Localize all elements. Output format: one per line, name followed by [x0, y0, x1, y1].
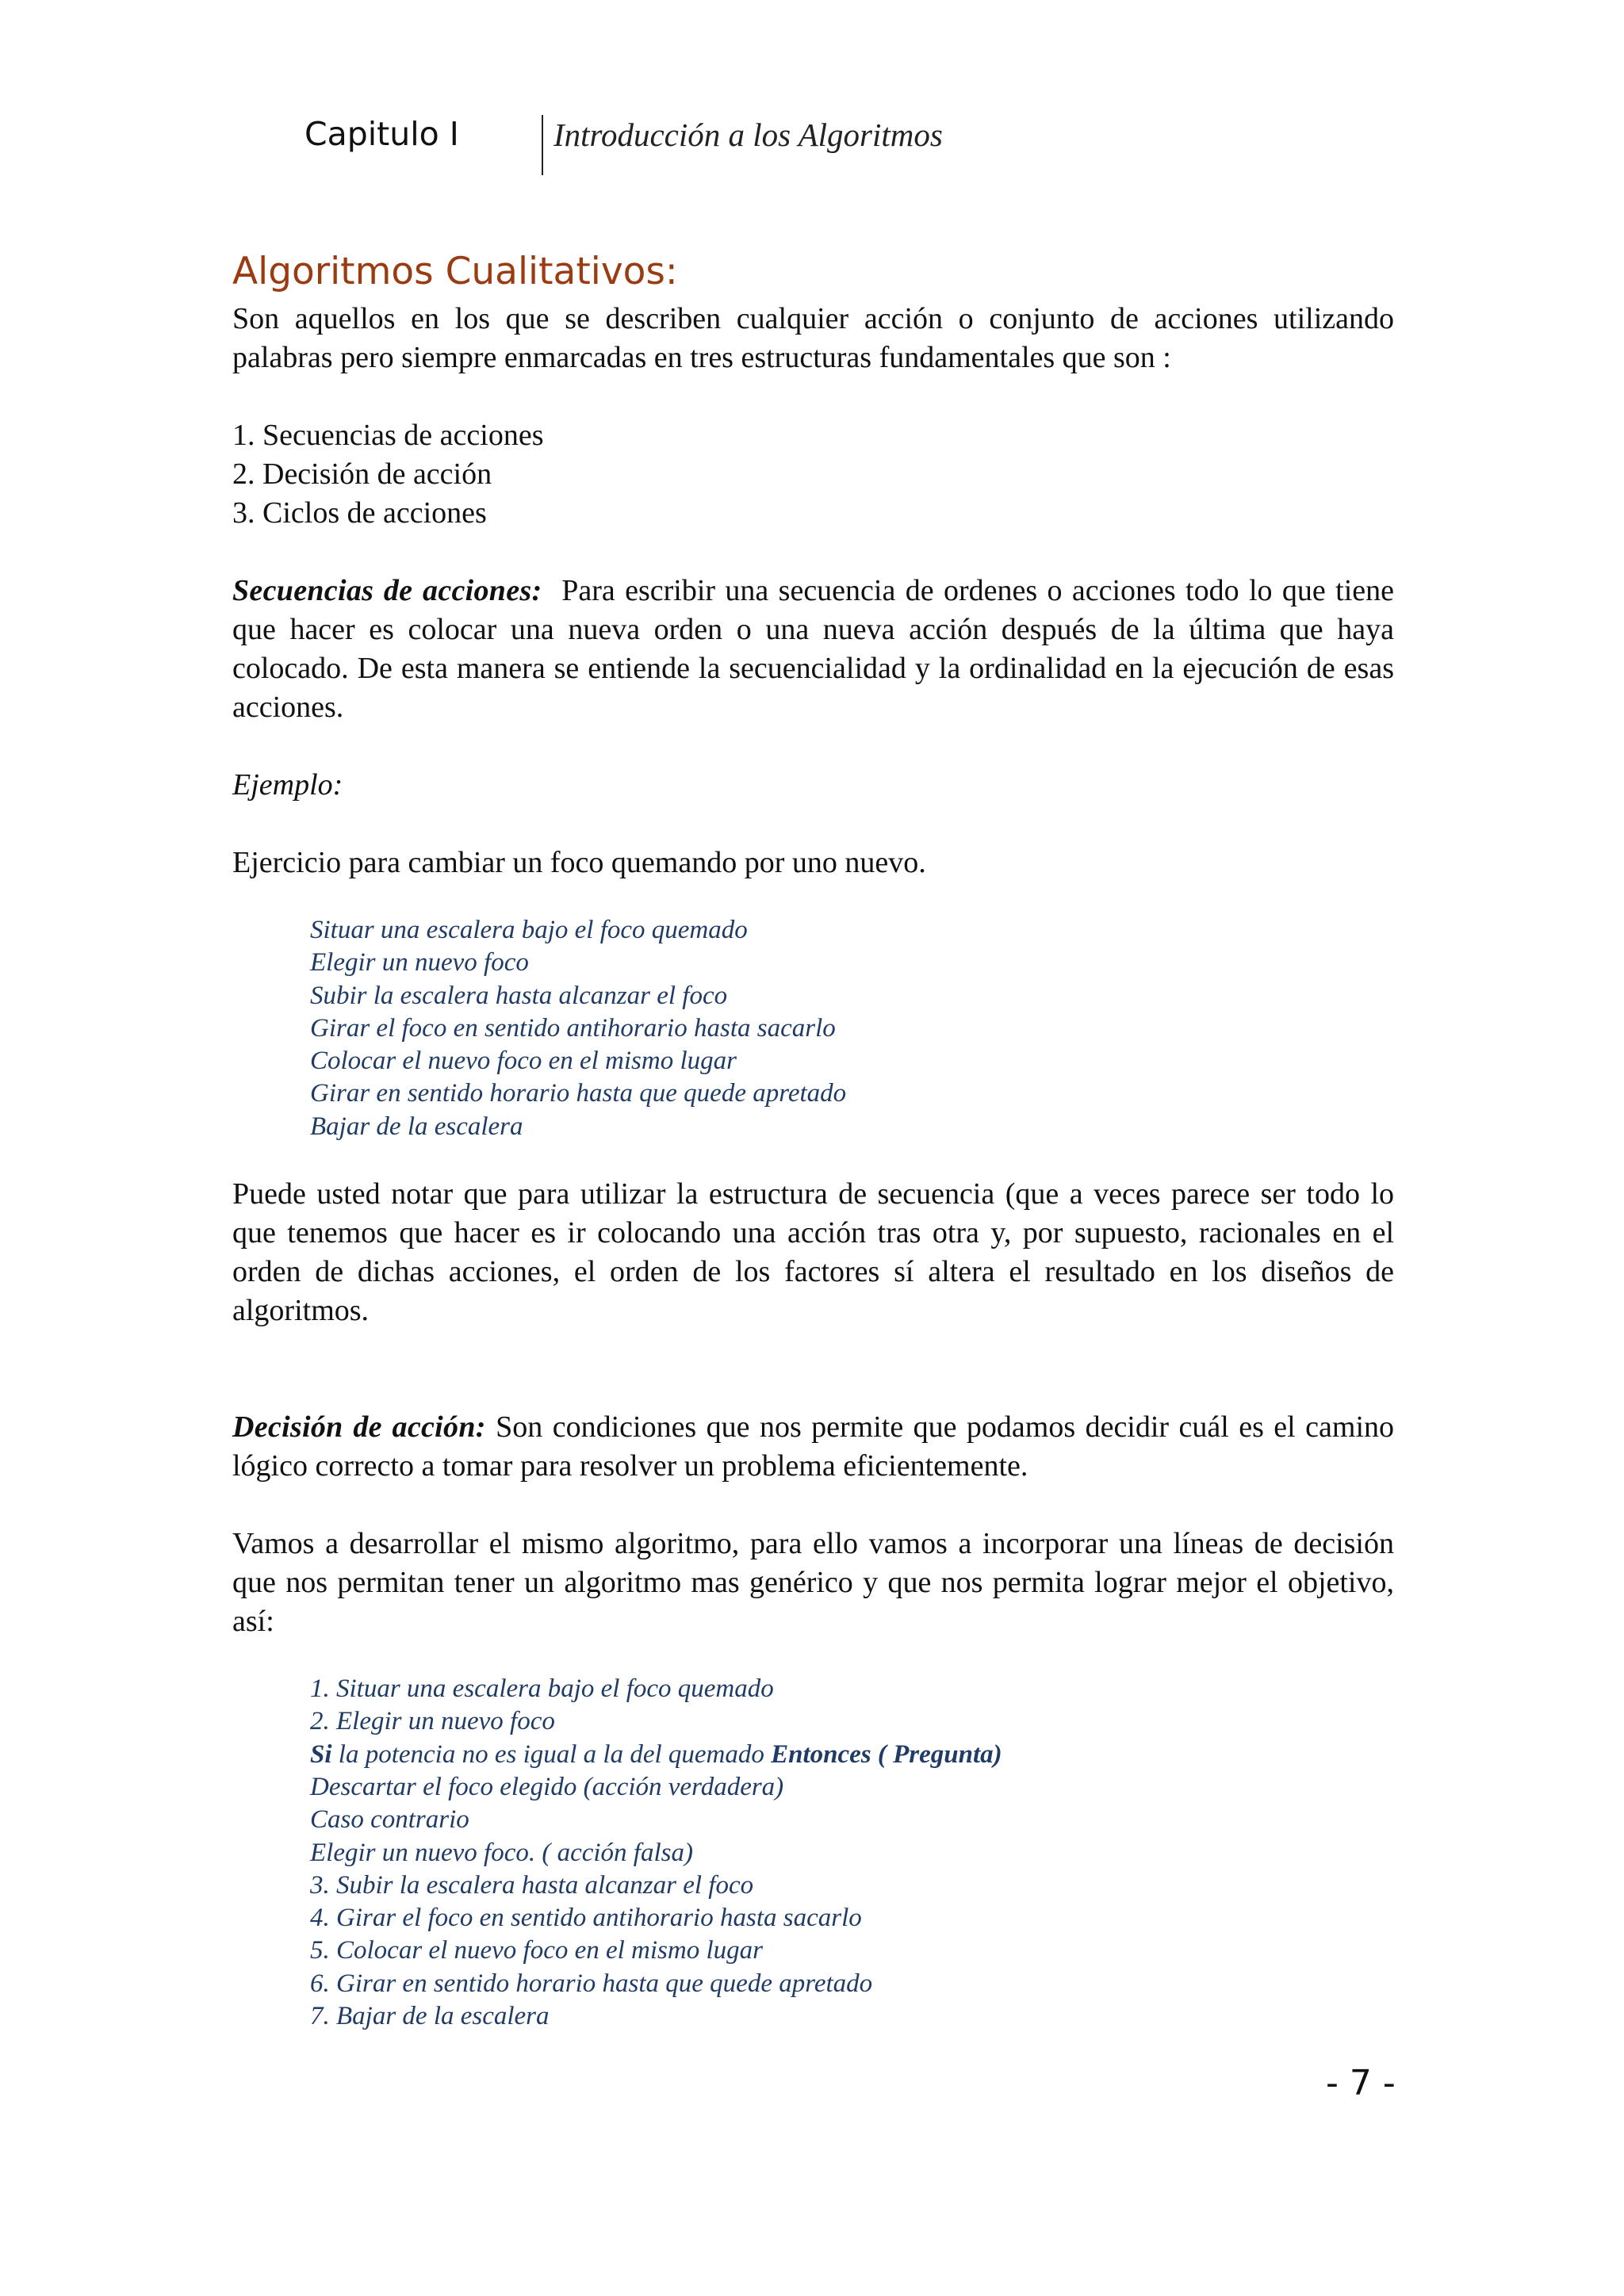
list-item: Caso contrario	[310, 1805, 469, 1835]
decision-term: Decisión de acción:	[232, 1410, 486, 1445]
list-item: 4. Girar el foco en sentido antihorario hasta sacarlo	[310, 1904, 862, 1933]
list-item: 2. Elegir un nuevo foco	[310, 1707, 555, 1736]
keyword-entonces: Entonces	[771, 1739, 871, 1769]
sequence-paragraph	[232, 572, 1394, 727]
list-item: 1. Situar una escalera bajo el foco quemado	[310, 1674, 774, 1704]
list-item: 1. Secuencias de acciones	[232, 419, 544, 452]
list-item: 6. Girar en sentido horario hasta que quede apretado	[310, 1969, 873, 1998]
section-intro: Son aquellos en los que se describen cualquier acción o conjunto de acciones utilizando palabras pero siempre enmarcadas en tres estructuras fundamentales que son :	[232, 302, 1394, 374]
list-item: Descartar el foco elegido (acción verdadera)	[310, 1772, 784, 1801]
decision-paragraph	[232, 1408, 1394, 1486]
list-item: Colocar el nuevo foco en el mismo lugar	[310, 1047, 737, 1076]
page-number: - 7 -	[1326, 2063, 1396, 2103]
example-label: Ejemplo:	[232, 768, 343, 802]
list-item: 3. Subir la escalera hasta alcanzar el foco	[310, 1870, 754, 1900]
list-item: Elegir un nuevo foco	[310, 948, 529, 978]
decision-text: Son condiciones que nos permite que podamos decidir cuál es el camino lógico correcto a tomar para resolver un problema eficientemente.	[232, 1410, 1395, 1483]
list-item: 5. Colocar el nuevo foco en el mismo lugar	[310, 1936, 763, 1965]
list-item: 7. Bajar de la escalera	[310, 2002, 550, 2031]
chapter-title: Introducción a los Algoritmos	[553, 117, 943, 153]
header-divider	[542, 115, 543, 175]
chapter-label: Capitulo I	[304, 115, 459, 153]
list-item: 3. Ciclos de acciones	[232, 496, 487, 530]
list-item: Girar en sentido horario hasta que quede apretado	[310, 1079, 847, 1108]
sequence-term: Secuencias de acciones:	[232, 574, 542, 607]
section-title: Algoritmos Cualitativos:	[232, 250, 678, 293]
decision-intro: Vamos a desarrollar el mismo algoritmo, para ello vamos a incorporar una líneas de decisión que nos permitan tener un algoritmo mas genérico y que nos permita lograr mejor el objetivo, así:	[232, 1527, 1394, 1639]
sequence-steps	[310, 914, 1394, 1143]
sequence-text: Para escribir una secuencia de ordenes o acciones todo lo que tiene que hacer es colocar una nueva orden o una nueva acción después de la última que haya colocado. De esta manera se entiende la secuencialidad y la ordinalidad en la ejecución de esas acciones.	[232, 574, 1394, 724]
list-item: Girar el foco en sentido antihorario hasta sacarlo	[310, 1013, 836, 1043]
keyword-pregunta: ( Pregunta)	[871, 1739, 1002, 1769]
list-item: Elegir un nuevo foco. ( acción falsa)	[310, 1838, 693, 1867]
exercise-text: Ejercicio para cambiar un foco quemando por uno nuevo.	[232, 846, 926, 879]
list-item: Subir la escalera hasta alcanzar el foco	[310, 981, 728, 1010]
list-item: Situar una escalera bajo el foco quemado	[310, 916, 748, 944]
structures-list	[232, 416, 1394, 533]
list-item: 2. Decisión de acción	[232, 457, 492, 491]
sequence-note: Puede usted notar que para utilizar la estructura de secuencia (que a veces parece ser todo lo que tenemos que hacer es ir colocando una acción tras otra y, por supuesto, racionales en el orden de dichas acciones, el orden de los factores sí altera el resultado en los diseños de algoritmos.	[232, 1177, 1394, 1328]
condition-text: la potencia no es igual a la del quemado	[331, 1739, 772, 1769]
page-content	[232, 247, 1394, 2033]
decision-steps	[310, 1673, 1394, 2033]
condition-line	[310, 1739, 1394, 1771]
list-item: Bajar de la escalera	[310, 1112, 523, 1141]
keyword-si: Si	[310, 1739, 332, 1769]
